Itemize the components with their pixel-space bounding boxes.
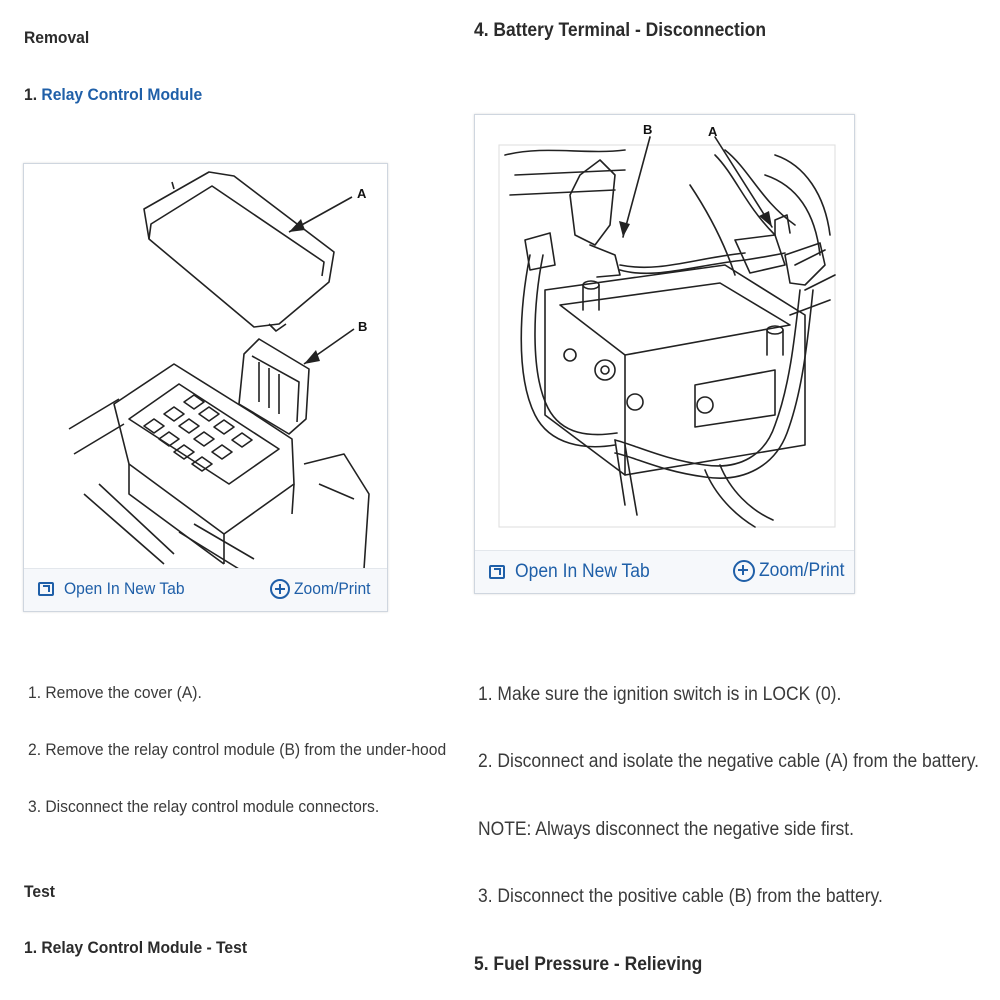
- step-heading-fuel-pressure: 5. Fuel Pressure - Relieving: [474, 954, 703, 975]
- open-in-new-tab-button[interactable]: [38, 579, 195, 599]
- open-in-new-tab-icon: [489, 565, 505, 579]
- right-step-1: 1. Make sure the ignition switch is in LOCK (0).: [478, 684, 842, 705]
- right-step-3: 3. Disconnect the positive cable (B) from the battery.: [478, 886, 883, 907]
- step-heading-battery-terminal: 4. Battery Terminal - Disconnection: [474, 20, 767, 41]
- section-heading-removal: Removal: [24, 28, 90, 47]
- battery-terminal-illustration: [475, 115, 854, 547]
- left-step-1: 1. Remove the cover (A).: [28, 683, 202, 702]
- zoom-print-button[interactable]: [733, 560, 852, 582]
- right-step-2: 2. Disconnect and isolate the negative cable (A) from the battery.: [478, 751, 980, 772]
- zoom-plus-icon: [270, 579, 290, 599]
- step-heading-relay-test: 1. Relay Control Module - Test: [24, 938, 248, 957]
- section-heading-test: Test: [24, 882, 56, 901]
- battery-terminal-figure: [474, 114, 855, 594]
- open-in-new-tab-label: Open In New Tab: [515, 561, 650, 582]
- relay-module-illustration: [24, 164, 387, 569]
- figure-toolbar: [475, 550, 854, 593]
- zoom-plus-icon: [733, 560, 755, 582]
- left-step-2: 2. Remove the relay control module (B) from the under-hood: [28, 740, 447, 759]
- zoom-print-label: Zoom/Print: [759, 560, 845, 581]
- open-in-new-tab-button[interactable]: [489, 561, 661, 583]
- relay-control-module-link[interactable]: Relay Control Module: [41, 85, 203, 104]
- open-in-new-tab-label: Open In New Tab: [64, 579, 185, 598]
- callout-b: B: [358, 319, 368, 334]
- step-heading-number: 1.: [24, 85, 42, 104]
- relay-module-figure: [23, 163, 388, 612]
- step-heading-relay-control-module: [24, 85, 202, 105]
- zoom-print-button[interactable]: [270, 579, 377, 599]
- open-in-new-tab-icon: [38, 582, 54, 596]
- callout-b: B: [643, 122, 653, 137]
- callout-a: A: [357, 186, 367, 201]
- right-note: NOTE: Always disconnect the negative side first.: [478, 819, 854, 840]
- figure-toolbar: [24, 568, 387, 611]
- left-step-3: 3. Disconnect the relay control module connectors.: [28, 797, 380, 816]
- callout-a: A: [708, 124, 718, 139]
- zoom-print-label: Zoom/Print: [294, 579, 371, 598]
